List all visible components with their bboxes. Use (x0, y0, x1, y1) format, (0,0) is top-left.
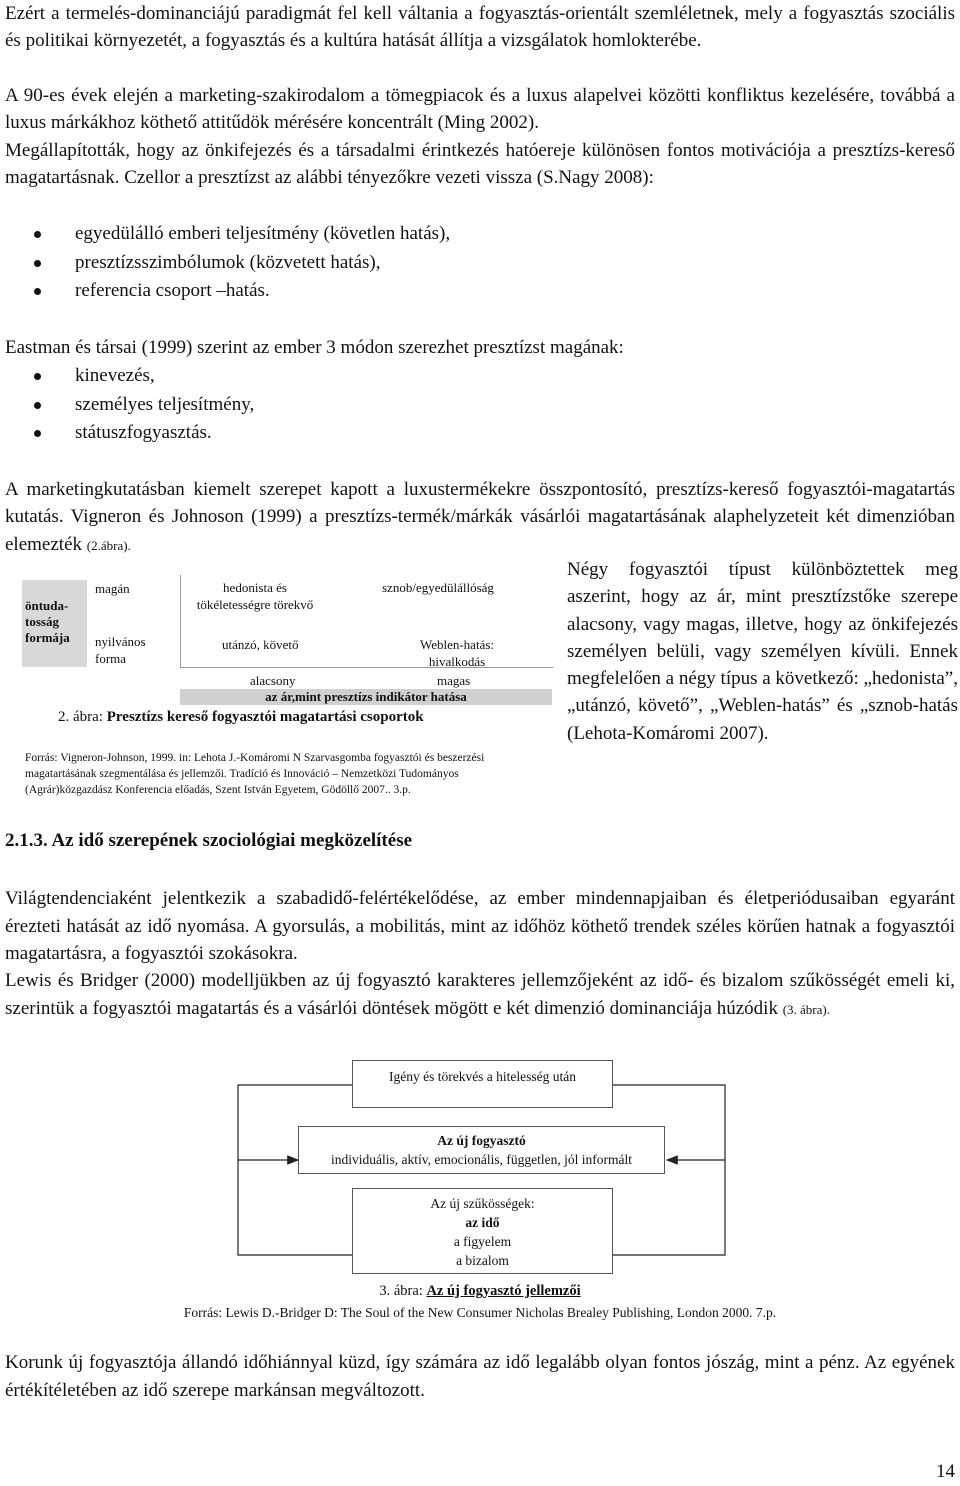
list-item: státuszfogyasztás. (0, 419, 950, 448)
cell-hedonist: hedonista és tökéletességre törekvő (196, 580, 314, 612)
awareness-axis-label: öntuda-tosság formája (22, 580, 87, 667)
figure-3-source: Forrás: Lewis D.-Bridger D: The Soul of the New Consumer Nicholas Brealey Publishing, London 2000. 7.p. (183, 1305, 777, 1320)
bullet-icon (34, 288, 41, 295)
list-item: referencia csoport –hatás. (0, 277, 950, 306)
figure-3-caption: 3. ábra: Az új fogyasztó jellemzői (379, 1283, 581, 1299)
price-low-label: alacsony (250, 673, 296, 688)
box-new-consumer: Az új fogyasztó individuális, aktív, emocionális, független, jól informált (298, 1126, 665, 1174)
price-axis-label: az ár,mint presztízs indikátor hatása (180, 689, 552, 705)
figure-2-caption: 2. ábra: Presztízs kereső fogyasztói magatartási csoportok (58, 709, 424, 725)
list-item: személyes teljesítmény, (0, 391, 950, 420)
paragraph-ming: A 90-es évek elején a marketing-szakirodalom a tömegpiacok és a luxus alapelvei közötti konfliktus kezelésére, továbbá a luxus márkákhoz köthető attitűdök mérésére koncentrált (Ming 2002). (5, 85, 955, 134)
list-item: egyedülálló emberi teljesítmény (követlen hatás), (0, 220, 950, 249)
list-item: kinevezés, (0, 362, 950, 391)
row-label-private: magán (95, 581, 130, 596)
bullet-icon (34, 402, 41, 409)
paragraph-korunk: Korunk új fogyasztója állandó időhiánnyal küzd, így számára az idő legalább olyan fontos jószág, mint a pénz. Az egyének értékítéletében az idő szerepe markánsan megváltozott. (5, 1352, 955, 1401)
price-high-label: magas (437, 673, 471, 688)
bullet-icon (34, 260, 41, 267)
bullet-icon (34, 430, 41, 437)
paragraph-vilagtendencia: Világtendenciaként jelentkezik a szabadidő-felértékelődése, az ember mindennapjaiban és életperiódusaiban egyaránt érezteti hatását az idő nyomása. A gyorsulás, a mobilitás, mint az időhöz köthető trendek széles körűen hatnak a fogyasztói magatartásra, a fogyasztói szokásokra. (5, 888, 955, 964)
cell-weblen: Weblen-hatás: hivalkodás (419, 637, 495, 669)
bullet-list-czellor (0, 220, 950, 306)
cell-follower: utánzó, követő (222, 637, 299, 652)
section-heading: 2.1.3. Az idő szerepének szociológiai megközelítése (5, 830, 413, 851)
paragraph-marketing: A marketingkutatásban kiemelt szerepet kapott a luxustermékekre összpontosító, presztízs-kereső fogyasztói-magatartás kutatás. Vigneron és Johnoson (1999) a presztízs-termék/márkák vásárlói magatartásának alaphelyzeteit két dimenzióban elemezték (2.ábra). (5, 479, 955, 555)
box-authenticity: Igény és törekvés a hitelesség után (352, 1060, 613, 1108)
paragraph-side: Négy fogyasztói típust különböztettek meg aszerint, hogy az ár, mint presztízstőke szerepe alacsony, vagy magas, illetve, hogy az önkifejezés személyen belüli, vagy személyen kívüli. Ennek megfelelően a négy típus a következő: „hedonista”, „utánzó, követő”, „Weblen-hatás” és „sznob-hatás (Lehota-Komáromi 2007). (567, 559, 958, 744)
paragraph-megallapitottak: Megállapították, hogy az önkifejezés és a társadalmi érintkezés hatóereje különösen fontos motivációja a presztízs-kereső magatartásnak. Czellor a presztízst az alábbi tényezőkre vezeti vissza (S.Nagy 2008): (5, 140, 955, 189)
figure-2-matrix (22, 575, 552, 725)
figure-2-source: Forrás: Vigneron-Johnson, 1999. in: Lehota J.-Komáromi N Szarvasgomba fogyasztói és beszerzési magatartásának szegmentálása és jellemzői. Tradíció és Innováció – Nemzetközi Tudományos (Agrár)közgazdász Konferencia előadás, Szent István Egyetem, Gödöllő 2007.. 3.p. (25, 752, 485, 796)
paragraph-intro: Ezért a termelés-dominanciájú paradigmát fel kell váltania a fogyasztás-orientált szemléletnek, mely a fogyasztás szociális és politikai környezetét, a fogyasztás és a kultúra hatását állítja a vizsgálatok homlokterébe. (5, 3, 955, 51)
bullet-list-eastman (0, 362, 950, 448)
bullet-icon (34, 373, 41, 380)
figure-reference: (2.ábra). (86, 537, 131, 553)
box-scarcities: Az új szűkösségek: az idő a figyelem a bizalom (352, 1188, 613, 1274)
cell-snob: sznob/egyedülállóság (382, 580, 494, 595)
page-number: 14 (936, 1461, 955, 1482)
figure-reference: (3. ábra). (782, 1001, 830, 1017)
bullet-icon (34, 231, 41, 238)
row-label-public: nyilvános forma (95, 634, 146, 666)
paragraph-eastman: Eastman és társai (1999) szerint az ember 3 módon szerezhet presztízst magának: (5, 337, 624, 358)
paragraph-lewis: Lewis és Bridger (2000) modelljükben az új fogyasztó karakteres jellemzőjeként az idő- és bizalom szűkösségét emeli ki, szerintük a fogyasztói magatartás és a vásárlói döntések mögött e két dimenzió dominanciája húzódik (3. ábra). (5, 970, 955, 1019)
list-item: presztízsszimbólumok (közvetett hatás), (0, 249, 950, 278)
